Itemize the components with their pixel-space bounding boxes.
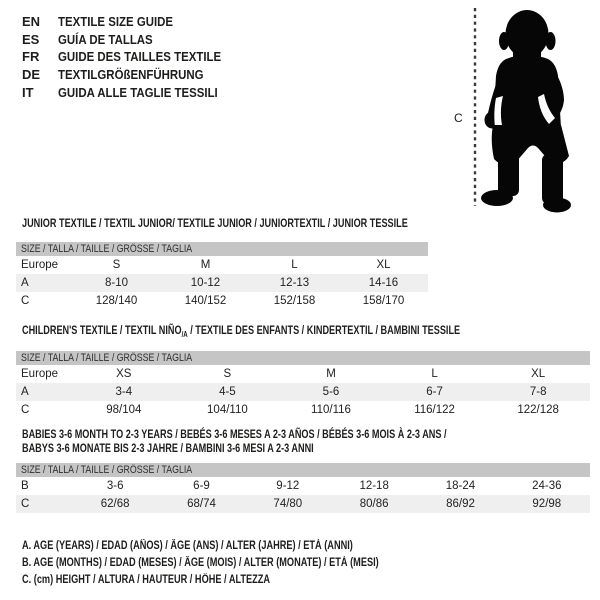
- table-cell: 110/116: [311, 404, 351, 416]
- legend-line-c: C. (cm) HEIGHT / ALTURA / HAUTEUR / HÖHE / ALTEZZA: [22, 574, 271, 587]
- babies-title-line1: BABIES 3-6 MONTH TO 2-3 YEARS / BEBÉS 3-6 MESES A 2-3 AÑOS / BÉBÉS 3-6 MOIS À 2-3 ANS /: [22, 427, 447, 441]
- table-cell: XL: [376, 259, 391, 271]
- table-cell: 74/80: [273, 498, 303, 510]
- legend-line-a-wrap: [22, 538, 468, 555]
- row-label: Europe: [21, 259, 59, 271]
- language-code: EN: [22, 14, 41, 29]
- babies-size-table: [16, 463, 590, 513]
- table-row-europe: [16, 365, 590, 383]
- babies-title-line2-wrap: [22, 441, 581, 455]
- table-cell: 152/158: [273, 295, 316, 307]
- row-label: C: [21, 498, 30, 510]
- table-cell: 158/170: [362, 295, 405, 307]
- language-code: ES: [22, 31, 40, 47]
- babies-section-title: [22, 427, 581, 455]
- measurement-legend: [22, 538, 468, 590]
- table-cell: 10-12: [190, 277, 221, 289]
- height-measure-label: C: [454, 111, 463, 125]
- children-section-title: [22, 323, 598, 337]
- table-cell: 6-7: [426, 386, 443, 398]
- table-cell: 116/122: [414, 404, 455, 416]
- row-label: C: [21, 295, 30, 307]
- table-cell: M: [326, 368, 336, 380]
- table-cell: 3-6: [106, 480, 124, 492]
- table-cell: 122/128: [517, 404, 559, 416]
- language-code: FR: [22, 49, 40, 65]
- table-cell: 7-8: [529, 386, 547, 398]
- table-cell: 3-4: [115, 386, 133, 398]
- legend-line-c-wrap: [22, 572, 468, 589]
- row-label: Europe: [21, 368, 59, 380]
- babies-title-line1-wrap: [22, 427, 581, 441]
- table-cell: 18-24: [445, 480, 476, 492]
- table-row-age: [16, 383, 590, 401]
- table-cell: XL: [531, 368, 546, 380]
- table-cell: 12-13: [279, 277, 310, 289]
- table-cell: 80/86: [359, 498, 389, 510]
- row-label: A: [21, 277, 29, 289]
- table-cell: 24-36: [532, 480, 562, 492]
- table-header-bar: [16, 242, 428, 256]
- language-title: TEXTILE SIZE GUIDE: [58, 14, 174, 29]
- table-row-age: [16, 274, 428, 292]
- table-cell: XS: [116, 368, 132, 380]
- table-cell: 68/74: [187, 498, 216, 510]
- language-row-fr: [22, 48, 243, 66]
- table-cell: 104/110: [207, 404, 248, 416]
- table-cell: 98/104: [106, 404, 142, 416]
- table-cell: M: [200, 259, 211, 271]
- language-title: GUÍA DE TALLAS: [58, 31, 153, 47]
- title-part: CHILDREN'S TEXTILE / TEXTIL NIÑO: [22, 323, 182, 337]
- language-row-it: [22, 84, 243, 102]
- junior-size-table: [16, 242, 428, 310]
- table-cell: 9-12: [276, 480, 300, 492]
- language-title: GUIDA ALLE TAGLIE TESSILI: [58, 84, 218, 100]
- language-list: [22, 13, 243, 102]
- babies-title-line2: BABYS 3-6 MONATE BIS 2-3 JAHRE / BAMBINI 3-6 MESI A 2-3 ANNI: [22, 441, 314, 455]
- table-row-height: [16, 292, 428, 310]
- row-label: B: [21, 480, 29, 492]
- language-row-de: [22, 66, 243, 84]
- table-cell: S: [223, 368, 232, 380]
- table-row-height: [16, 495, 590, 513]
- table-cell: 92/98: [532, 498, 562, 510]
- language-title: GUIDE DES TAILLES TEXTILE: [58, 49, 222, 65]
- table-header-label: SIZE / TALLA / TAILLE / GRÖSSE / TAGLIA: [21, 464, 193, 476]
- language-code: IT: [22, 84, 34, 100]
- table-cell: 8-10: [104, 277, 129, 289]
- table-cell: 6-9: [193, 480, 210, 492]
- language-row-en: [22, 13, 243, 31]
- table-row-height: [16, 401, 590, 419]
- row-label: A: [21, 386, 29, 398]
- children-size-table: [16, 351, 590, 419]
- language-row-es: [22, 31, 243, 49]
- table-cell: 12-18: [359, 480, 389, 492]
- junior-section-title: [22, 216, 530, 230]
- title-subscript: /A: [181, 329, 188, 339]
- junior-section-title-text: JUNIOR TEXTILE / TEXTIL JUNIOR/ TEXTILE JUNIOR / JUNIORTEXTIL / JUNIOR TESSILE: [22, 216, 408, 230]
- table-cell: L: [431, 368, 438, 380]
- table-row-age-months: [16, 477, 590, 495]
- table-header-label: SIZE / TALLA / TAILLE / GRÖSSE / TAGLIA: [21, 352, 193, 364]
- row-label: C: [21, 404, 30, 416]
- baby-silhouette-icon: [481, 10, 571, 213]
- language-code: DE: [22, 67, 41, 83]
- legend-line-a: A. AGE (YEARS) / EDAD (AÑOS) / ÂGE (ANS) / ALTER (JAHRE) / ETÀ (ANNI): [22, 540, 353, 552]
- table-cell: S: [112, 259, 121, 271]
- table-cell: 128/140: [95, 295, 138, 307]
- table-cell: 5-6: [322, 386, 340, 398]
- legend-line-b-wrap: [22, 555, 468, 572]
- table-row-europe: [16, 256, 428, 274]
- title-part: / TEXTILE DES ENFANTS / KINDERTEXTIL / BAMBINI TESSILE: [187, 323, 461, 337]
- height-figure: [440, 0, 600, 220]
- table-cell: 4-5: [219, 386, 236, 398]
- table-cell: 86/92: [446, 498, 475, 510]
- table-header-bar: [16, 351, 590, 365]
- table-cell: 62/68: [100, 498, 130, 510]
- table-cell: L: [291, 259, 298, 271]
- table-header-label: SIZE / TALLA / TAILLE / GRÖSSE / TAGLIA: [21, 243, 193, 255]
- legend-line-b: B. AGE (MONTHS) / EDAD (MESES) / ÂGE (MOIS) / ALTER (MONATE) / ETÀ (MESI): [22, 557, 379, 570]
- language-title: TEXTILGRÖßENFÜHRUNG: [58, 67, 204, 83]
- table-header-bar: [16, 463, 590, 477]
- children-section-title-text: [22, 323, 460, 337]
- table-cell: 14-16: [368, 277, 399, 289]
- table-cell: 140/152: [184, 295, 227, 307]
